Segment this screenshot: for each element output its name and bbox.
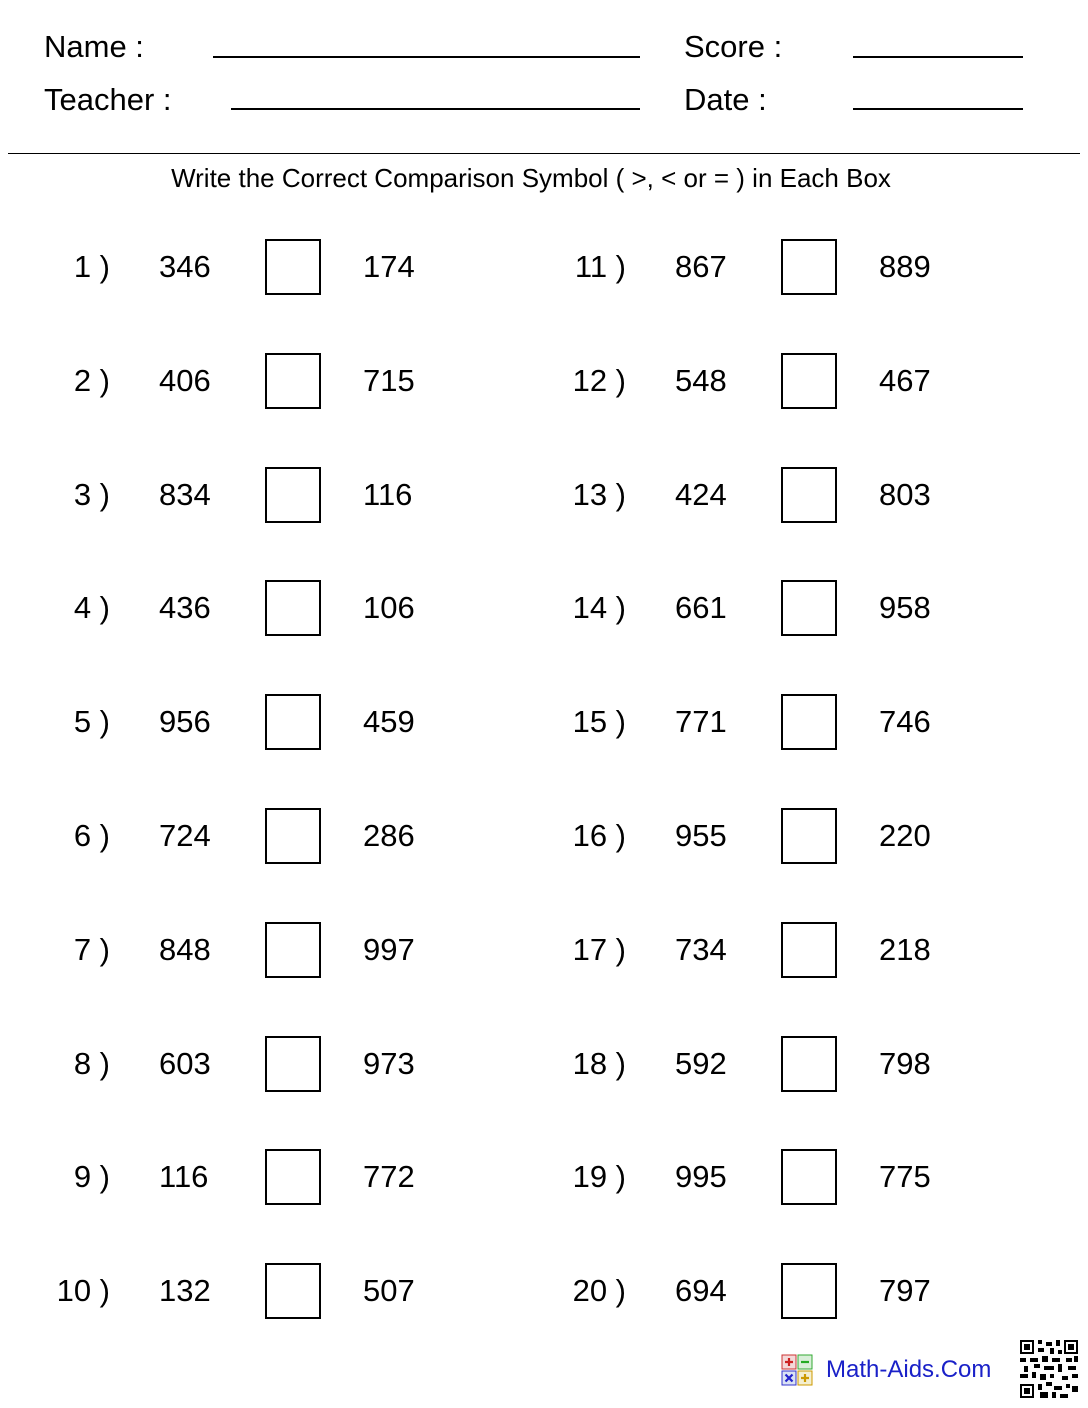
left-number: 603 — [159, 1046, 211, 1081]
left-number: 132 — [159, 1273, 211, 1308]
problem-13 — [516, 467, 996, 523]
right-number: 467 — [879, 363, 931, 398]
problem-number: 16 ) — [572, 818, 626, 853]
answer-box[interactable] — [265, 353, 321, 409]
answer-box[interactable] — [781, 922, 837, 978]
problem-number: 8 ) — [73, 1046, 110, 1081]
answer-box[interactable] — [781, 353, 837, 409]
problem-number: 3 ) — [73, 477, 110, 512]
teacher-label: Teacher : — [44, 82, 172, 117]
problem-number: 18 ) — [572, 1046, 626, 1081]
left-number: 724 — [159, 818, 211, 853]
answer-box[interactable] — [265, 694, 321, 750]
problem-number: 12 ) — [572, 363, 626, 398]
problem-11 — [516, 239, 996, 295]
problem-12 — [516, 353, 996, 409]
right-number: 715 — [363, 363, 415, 398]
problem-7 — [0, 922, 480, 978]
right-number: 997 — [363, 932, 415, 967]
answer-box[interactable] — [265, 922, 321, 978]
problem-5 — [0, 694, 480, 750]
problem-17 — [516, 922, 996, 978]
answer-box[interactable] — [781, 1263, 837, 1319]
problem-number: 6 ) — [73, 818, 110, 853]
problem-19 — [516, 1149, 996, 1205]
math-operations-icon — [781, 1354, 813, 1386]
problem-number: 7 ) — [73, 932, 110, 967]
problem-14 — [516, 580, 996, 636]
left-number: 955 — [675, 818, 727, 853]
problem-20 — [516, 1263, 996, 1319]
left-number: 771 — [675, 704, 727, 739]
answer-box[interactable] — [781, 694, 837, 750]
right-number: 220 — [879, 818, 931, 853]
problem-number: 5 ) — [73, 704, 110, 739]
date-label: Date : — [684, 82, 767, 117]
right-number: 116 — [363, 477, 413, 512]
qr-code-icon — [1020, 1340, 1078, 1398]
problem-6 — [0, 808, 480, 864]
problem-number: 9 ) — [73, 1159, 110, 1194]
problem-number: 19 ) — [572, 1159, 626, 1194]
left-number: 346 — [159, 249, 211, 284]
teacher-field[interactable] — [231, 108, 640, 110]
answer-box[interactable] — [781, 1036, 837, 1092]
answer-box[interactable] — [265, 1149, 321, 1205]
answer-box[interactable] — [781, 239, 837, 295]
problem-10 — [0, 1263, 480, 1319]
left-number: 116 — [159, 1159, 209, 1194]
answer-box[interactable] — [781, 467, 837, 523]
right-number: 958 — [879, 590, 931, 625]
problem-8 — [0, 1036, 480, 1092]
answer-box[interactable] — [781, 580, 837, 636]
name-field[interactable] — [213, 56, 640, 58]
left-number: 995 — [675, 1159, 727, 1194]
problem-number: 2 ) — [73, 363, 110, 398]
left-number: 424 — [675, 477, 727, 512]
header-divider — [8, 153, 1080, 154]
problem-2 — [0, 353, 480, 409]
left-number: 848 — [159, 932, 211, 967]
left-number: 867 — [675, 249, 727, 284]
right-number: 889 — [879, 249, 931, 284]
answer-box[interactable] — [265, 467, 321, 523]
problem-9 — [0, 1149, 480, 1205]
problem-3 — [0, 467, 480, 523]
answer-box[interactable] — [265, 1263, 321, 1319]
problem-number: 20 ) — [572, 1273, 626, 1308]
problem-number: 4 ) — [73, 590, 110, 625]
right-number: 106 — [363, 590, 415, 625]
answer-box[interactable] — [265, 239, 321, 295]
left-number: 661 — [675, 590, 727, 625]
problem-1 — [0, 239, 480, 295]
right-number: 798 — [879, 1046, 931, 1081]
left-number: 406 — [159, 363, 211, 398]
right-number: 459 — [363, 704, 415, 739]
problem-number: 1 ) — [73, 249, 110, 284]
problem-18 — [516, 1036, 996, 1092]
left-number: 548 — [675, 363, 727, 398]
problem-16 — [516, 808, 996, 864]
answer-box[interactable] — [781, 808, 837, 864]
answer-box[interactable] — [265, 808, 321, 864]
answer-box[interactable] — [781, 1149, 837, 1205]
date-field[interactable] — [853, 108, 1023, 110]
right-number: 803 — [879, 477, 931, 512]
right-number: 775 — [879, 1159, 931, 1194]
brand-link[interactable]: Math-Aids.Com — [826, 1356, 992, 1383]
right-number: 507 — [363, 1273, 415, 1308]
name-label: Name : — [44, 29, 144, 64]
left-number: 436 — [159, 590, 211, 625]
right-number: 286 — [363, 818, 415, 853]
answer-box[interactable] — [265, 1036, 321, 1092]
right-number: 797 — [879, 1273, 931, 1308]
problem-number: 13 ) — [572, 477, 626, 512]
problem-number: 15 ) — [572, 704, 626, 739]
right-number: 174 — [363, 249, 415, 284]
right-number: 746 — [879, 704, 931, 739]
score-field[interactable] — [853, 56, 1023, 58]
instructions: Write the Correct Comparison Symbol ( >, < or = ) in Each Box — [171, 163, 891, 193]
problem-number: 14 ) — [572, 590, 626, 625]
left-number: 592 — [675, 1046, 727, 1081]
left-number: 834 — [159, 477, 211, 512]
problem-number: 11 ) — [574, 249, 626, 284]
left-number: 694 — [675, 1273, 727, 1308]
problem-4 — [0, 580, 480, 636]
problem-number: 17 ) — [572, 932, 626, 967]
score-label: Score : — [684, 29, 783, 64]
right-number: 772 — [363, 1159, 415, 1194]
right-number: 218 — [879, 932, 931, 967]
answer-box[interactable] — [265, 580, 321, 636]
right-number: 973 — [363, 1046, 415, 1081]
problem-number: 10 ) — [56, 1273, 110, 1308]
left-number: 956 — [159, 704, 211, 739]
left-number: 734 — [675, 932, 727, 967]
problem-15 — [516, 694, 996, 750]
